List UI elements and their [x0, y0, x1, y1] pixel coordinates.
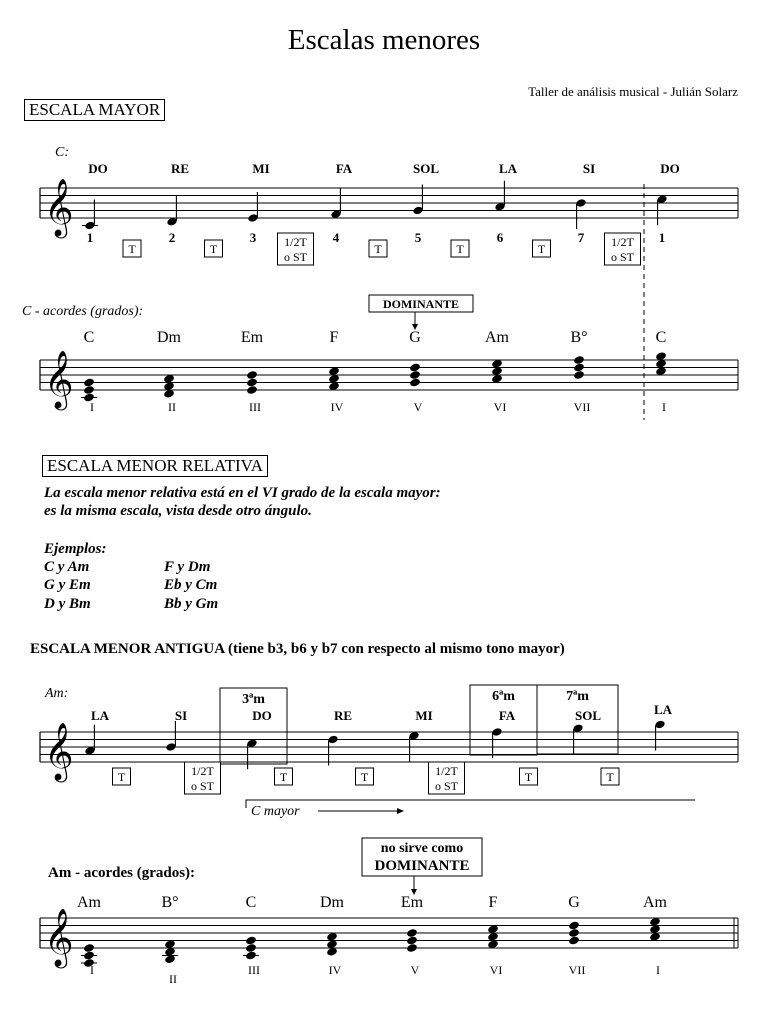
- antigua-roman: VI: [489, 963, 503, 977]
- antigua-roman: V: [410, 963, 420, 977]
- major-step-box-text: T: [374, 242, 382, 256]
- major-chord-note: [573, 370, 585, 380]
- major-step-box-text: T: [456, 242, 464, 256]
- antigua-chord-note: [568, 936, 580, 946]
- example-right-2: Eb y Cm: [164, 577, 218, 593]
- major-degree: 1: [658, 230, 666, 245]
- example-left-3: D y Bm: [44, 596, 91, 612]
- major-step-box-text: T: [128, 242, 136, 256]
- c-major-arrow-head: [397, 808, 404, 814]
- major-chord-note: [409, 363, 421, 373]
- antigua-roman: III: [248, 963, 260, 977]
- example-left-2: G y Em: [44, 577, 91, 593]
- major-degree: 6: [496, 230, 504, 245]
- antigua-note-name: RE: [333, 708, 353, 723]
- c-major-label: C mayor: [251, 804, 300, 819]
- credit-line: Taller de análisis musical - Julián Solarz: [528, 84, 738, 99]
- antigua-roman: I: [90, 963, 94, 977]
- major-degree: 4: [332, 230, 340, 245]
- antigua-chord-note: [406, 928, 418, 938]
- major-degree: 1: [86, 230, 94, 245]
- major-step-box-text: T: [209, 242, 218, 256]
- antigua-chords-label: Am - acordes (grados):: [48, 865, 196, 881]
- antigua-note-name: SOL: [574, 708, 602, 723]
- interval-mark: 3ªm: [242, 692, 265, 707]
- major-chord-note: [83, 378, 95, 388]
- antigua-step-box-text: 1/2T: [435, 764, 458, 778]
- antigua-chord-symbol: Am: [643, 894, 667, 911]
- major-key-label: C:: [55, 145, 69, 160]
- antigua-chord-symbol: Am: [77, 894, 101, 911]
- major-chord-symbol: F: [329, 329, 339, 346]
- antigua-note-name: LA: [653, 702, 673, 717]
- major-degree: 7: [577, 230, 585, 245]
- major-roman: V: [413, 400, 423, 414]
- major-chord-note: [573, 363, 585, 373]
- interval-mark: 7ªm: [566, 689, 589, 704]
- major-roman: VII: [573, 400, 591, 414]
- antigua-chord-symbol: B°: [161, 894, 179, 911]
- treble-clef-icon: 𝄞: [44, 351, 74, 407]
- major-chord-note: [246, 378, 258, 388]
- major-note-name: SOL: [412, 161, 440, 176]
- major-roman: VI: [493, 400, 507, 414]
- examples-label: Ejemplos:: [44, 541, 107, 557]
- relative-line-2: es la misma escala, vista desde otro ángulo.: [44, 503, 312, 519]
- major-chord-symbol: C: [83, 329, 95, 346]
- major-note-name: SI: [582, 161, 596, 176]
- antigua-chord-note: [568, 921, 580, 931]
- example-right-3: Bb y Gm: [164, 596, 219, 612]
- antigua-note-name: SI: [174, 708, 188, 723]
- no-dominant-line-1: no sirve como: [380, 841, 464, 856]
- antigua-note-name: FA: [498, 708, 516, 723]
- antigua-step-box-text: T: [279, 770, 288, 784]
- antigua-chord-note: [406, 936, 418, 946]
- major-step-box-text: 1/2T: [611, 235, 634, 249]
- major-note-name: RE: [170, 161, 190, 176]
- major-note-name: DO: [660, 161, 680, 176]
- major-scale-heading: ESCALA MAYOR: [24, 99, 165, 121]
- antigua-heading: ESCALA MENOR ANTIGUA (tiene b3, b6 y b7 con respecto al mismo tono mayor): [30, 641, 565, 657]
- interval-mark: 6ªm: [492, 689, 515, 704]
- major-chord-symbol: C: [655, 329, 667, 346]
- major-roman: IV: [330, 400, 344, 414]
- major-chord-symbol: Em: [240, 329, 264, 346]
- page-title: Escalas menores: [287, 24, 481, 56]
- major-roman: I: [90, 400, 94, 414]
- major-note-name: FA: [335, 161, 353, 176]
- antigua-step-box-text: o ST: [190, 779, 215, 793]
- no-dominant-line-2: DOMINANTE: [374, 858, 470, 874]
- antigua-step-box-text: T: [360, 770, 369, 784]
- treble-clef-icon: 𝄞: [44, 723, 74, 779]
- antigua-chord-symbol: Em: [400, 894, 424, 911]
- antigua-chord-symbol: F: [488, 894, 498, 911]
- antigua-step-box-text: 1/2T: [191, 764, 214, 778]
- antigua-note-name: MI: [415, 708, 433, 723]
- major-step-box-text: T: [537, 242, 546, 256]
- major-roman: I: [662, 400, 666, 414]
- antigua-chord-note: [568, 928, 580, 938]
- major-degree: 2: [168, 230, 176, 245]
- antigua-roman: I: [656, 963, 660, 977]
- relative-minor-heading: ESCALA MENOR RELATIVA: [42, 455, 268, 477]
- antigua-chord-symbol: C: [245, 894, 257, 911]
- antigua-chord-note: [245, 936, 257, 946]
- major-chord-symbol: G: [409, 329, 421, 346]
- major-degree: 5: [414, 230, 422, 245]
- major-step-box-text: o ST: [283, 250, 308, 264]
- antigua-step-box-text: T: [524, 770, 533, 784]
- major-chord-note: [573, 355, 585, 365]
- antigua-note-name: LA: [90, 708, 110, 723]
- example-left-1: C y Am: [44, 559, 90, 575]
- major-chord-note: [83, 385, 95, 395]
- treble-clef-icon: 𝄞: [44, 179, 74, 235]
- major-chord-note: [409, 370, 421, 380]
- major-note-name: MI: [252, 161, 270, 176]
- antigua-roman: II: [169, 972, 177, 986]
- antigua-chord-note: [245, 943, 257, 953]
- antigua-chord-note: [406, 943, 418, 953]
- major-chord-note: [246, 370, 258, 380]
- major-chords-label: C - acordes (grados):: [22, 304, 144, 319]
- treble-clef-icon: 𝄞: [44, 909, 74, 965]
- major-roman: II: [168, 400, 176, 414]
- major-chord-note: [409, 378, 421, 388]
- major-chord-note: [246, 385, 258, 395]
- major-chord-symbol: Am: [485, 329, 509, 346]
- dominant-label: DOMINANTE: [382, 297, 460, 311]
- antigua-note-name: DO: [252, 708, 272, 723]
- antigua-step-box-text: T: [117, 770, 126, 784]
- c-major-bracket: [246, 800, 695, 808]
- major-note-name: DO: [88, 161, 108, 176]
- antigua-step-box-text: o ST: [434, 779, 459, 793]
- major-step-box-text: o ST: [610, 250, 635, 264]
- antigua-key-label: Am:: [45, 686, 69, 701]
- antigua-chord-symbol: G: [568, 894, 580, 911]
- major-degree: 3: [249, 230, 257, 245]
- antigua-chord-symbol: Dm: [320, 894, 344, 911]
- antigua-roman: VII: [568, 963, 586, 977]
- major-roman: III: [249, 400, 261, 414]
- antigua-roman: IV: [328, 963, 342, 977]
- relative-line-1: La escala menor relativa está en el VI grado de la escala mayor:: [44, 485, 441, 501]
- antigua-chord-note: [83, 943, 95, 953]
- major-note-name: LA: [498, 161, 518, 176]
- major-chord-symbol: B°: [570, 329, 588, 346]
- major-step-box-text: 1/2T: [284, 235, 307, 249]
- example-right-1: F y Dm: [164, 559, 211, 575]
- antigua-step-box-text: T: [606, 770, 614, 784]
- major-chord-symbol: Dm: [157, 329, 181, 346]
